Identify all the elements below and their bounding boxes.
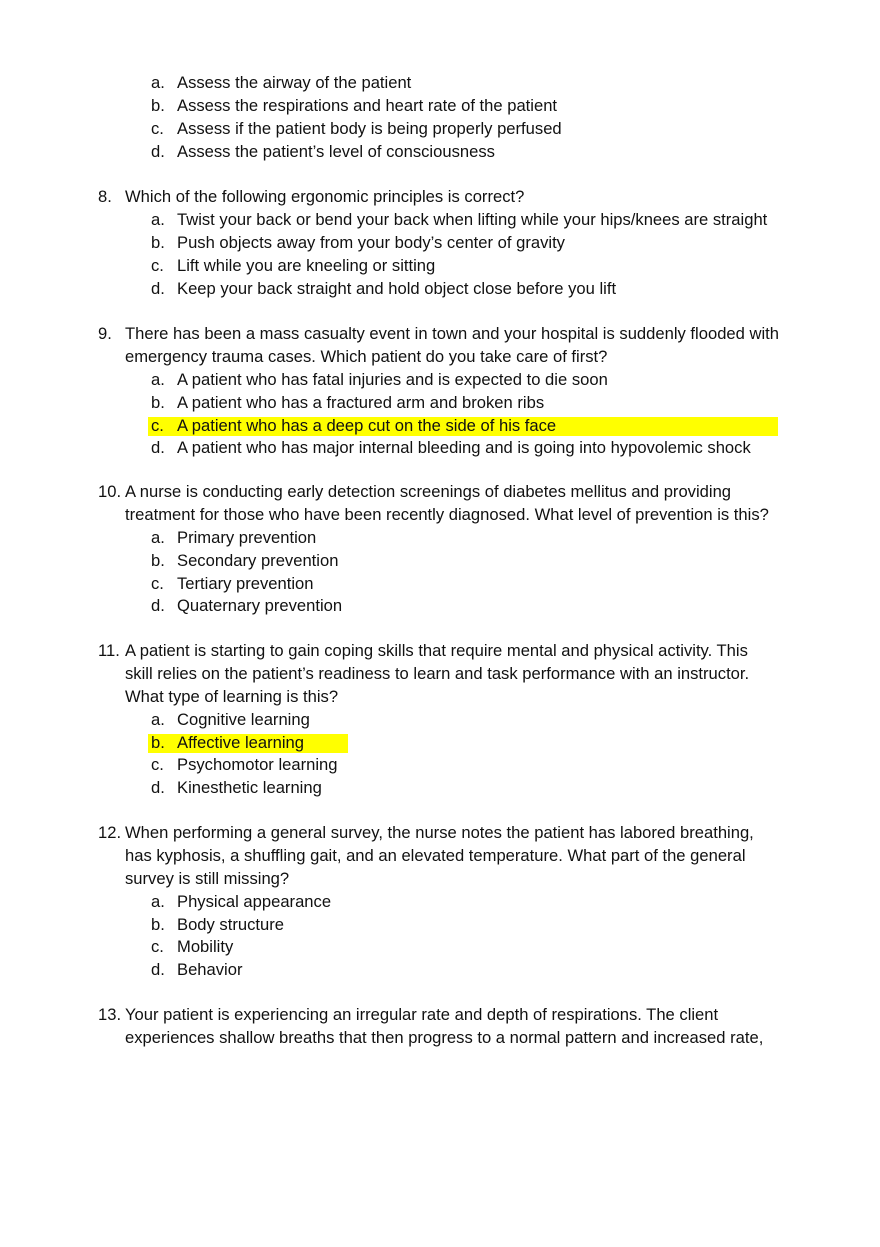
question-text: There has been a mass casualty event in town and your hospital is suddenly flooded with xyxy=(125,324,779,343)
option-text: Cognitive learning xyxy=(177,709,310,729)
option-text: Body structure xyxy=(177,914,284,934)
option-letter: b. xyxy=(151,232,165,252)
question-line xyxy=(0,845,880,868)
option-text: A patient who has a fractured arm and broken ribs xyxy=(177,392,545,412)
option-letter: c. xyxy=(151,573,164,593)
question-number: 12. xyxy=(98,823,122,842)
option-letter: b. xyxy=(151,732,165,752)
question-8 xyxy=(0,186,880,300)
option-letter: b. xyxy=(151,914,165,934)
option-text: Secondary prevention xyxy=(177,550,339,570)
question-text: has kyphosis, a shuffling gait, and an elevated temperature. What part of the general xyxy=(125,845,746,865)
option-row xyxy=(0,95,880,118)
option-text: Tertiary prevention xyxy=(177,573,314,593)
option-text: Assess the respirations and heart rate of the patient xyxy=(177,95,558,115)
option-row xyxy=(0,255,880,278)
option-row xyxy=(0,527,880,550)
question-line xyxy=(0,868,880,891)
prev-question-options xyxy=(0,72,880,164)
option-letter: d. xyxy=(151,596,165,616)
question-line xyxy=(0,663,880,686)
question-line xyxy=(0,186,880,209)
option-row xyxy=(0,369,880,392)
option-letter: c. xyxy=(151,937,164,957)
question-text: emergency trauma cases. Which patient do you take care of first? xyxy=(125,346,608,366)
option-letter: a. xyxy=(151,891,165,911)
option-row xyxy=(0,709,880,732)
option-row-highlighted xyxy=(0,732,880,755)
option-row xyxy=(0,914,880,937)
option-letter: a. xyxy=(151,209,165,229)
option-letter: c. xyxy=(151,755,164,775)
option-row xyxy=(0,550,880,573)
option-letter: d. xyxy=(151,438,165,458)
option-text: A patient who has major internal bleeding and is going into hypovolemic shock xyxy=(177,438,751,458)
question-13 xyxy=(0,1004,880,1050)
option-row xyxy=(0,278,880,301)
option-letter: a. xyxy=(151,73,165,92)
option-text: Primary prevention xyxy=(177,527,317,547)
option-row-highlighted xyxy=(0,415,880,438)
question-text: treatment for those who have been recently diagnosed. What level of prevention is this? xyxy=(125,504,769,524)
option-letter: d. xyxy=(151,778,165,798)
option-letter: b. xyxy=(151,392,165,412)
option-row xyxy=(0,777,880,800)
question-text: A patient is starting to gain coping skills that require mental and physical activity. This xyxy=(125,641,748,660)
question-number: 11. xyxy=(98,641,120,660)
option-text: Assess if the patient body is being properly perfused xyxy=(177,118,562,138)
option-letter: a. xyxy=(151,369,165,389)
option-letter: a. xyxy=(151,527,165,547)
question-text: What type of learning is this? xyxy=(125,686,339,706)
option-text: Assess the airway of the patient xyxy=(177,73,412,92)
option-row xyxy=(0,573,880,596)
option-text: A patient who has a deep cut on the side of his face xyxy=(177,415,557,435)
question-line xyxy=(0,1004,880,1027)
question-text: A nurse is conducting early detection screenings of diabetes mellitus and providing xyxy=(125,482,732,501)
question-line xyxy=(0,822,880,845)
option-row xyxy=(0,392,880,415)
option-letter: c. xyxy=(151,118,164,138)
question-line xyxy=(0,323,880,346)
question-number: 13. xyxy=(98,1005,122,1024)
option-text: Twist your back or bend your back when lifting while your hips/knees are straight xyxy=(177,209,768,229)
question-text: experiences shallow breaths that then progress to a normal pattern and increased rate, xyxy=(125,1027,764,1047)
option-text: Lift while you are kneeling or sitting xyxy=(177,255,436,275)
option-text: Physical appearance xyxy=(177,891,332,911)
question-text: skill relies on the patient’s readiness to learn and task performance with an instructor. xyxy=(125,663,750,683)
option-text: Keep your back straight and hold object close before you lift xyxy=(177,278,617,298)
option-text: Quaternary prevention xyxy=(177,596,343,616)
question-line xyxy=(0,346,880,369)
question-line xyxy=(0,1027,880,1050)
option-text: A patient who has fatal injuries and is expected to die soon xyxy=(177,369,608,389)
question-text: Which of the following ergonomic principles is correct? xyxy=(125,187,525,206)
question-number: 8. xyxy=(98,187,112,206)
option-row xyxy=(0,72,880,95)
option-row xyxy=(0,959,880,982)
option-row xyxy=(0,595,880,618)
question-line xyxy=(0,640,880,663)
option-letter: b. xyxy=(151,95,165,115)
option-text: Psychomotor learning xyxy=(177,755,338,775)
option-letter: d. xyxy=(151,960,165,980)
option-letter: c. xyxy=(151,415,164,435)
option-letter: d. xyxy=(151,278,165,298)
option-row xyxy=(0,936,880,959)
option-row xyxy=(0,891,880,914)
question-11 xyxy=(0,640,880,800)
option-text: Behavior xyxy=(177,960,243,980)
option-row xyxy=(0,141,880,164)
option-text: Kinesthetic learning xyxy=(177,778,322,798)
option-letter: a. xyxy=(151,709,165,729)
question-number: 10. xyxy=(98,482,122,501)
question-text: survey is still missing? xyxy=(125,868,290,888)
question-10 xyxy=(0,481,880,618)
option-text: Affective learning xyxy=(177,732,304,752)
option-letter: d. xyxy=(151,141,165,161)
option-text: Push objects away from your body’s center of gravity xyxy=(177,232,565,252)
question-text: When performing a general survey, the nurse notes the patient has labored breathing, xyxy=(125,823,754,842)
question-line xyxy=(0,481,880,504)
option-text: Mobility xyxy=(177,937,234,957)
question-12 xyxy=(0,822,880,982)
question-9 xyxy=(0,323,880,460)
option-row xyxy=(0,754,880,777)
option-row xyxy=(0,118,880,141)
option-text: Assess the patient’s level of consciousness xyxy=(177,141,495,161)
question-line xyxy=(0,504,880,527)
question-line xyxy=(0,686,880,709)
option-row xyxy=(0,437,880,460)
option-letter: b. xyxy=(151,550,165,570)
question-text: Your patient is experiencing an irregular rate and depth of respirations. The client xyxy=(125,1005,719,1024)
option-letter: c. xyxy=(151,255,164,275)
question-number: 9. xyxy=(98,324,112,343)
option-row xyxy=(0,209,880,232)
option-row xyxy=(0,232,880,255)
